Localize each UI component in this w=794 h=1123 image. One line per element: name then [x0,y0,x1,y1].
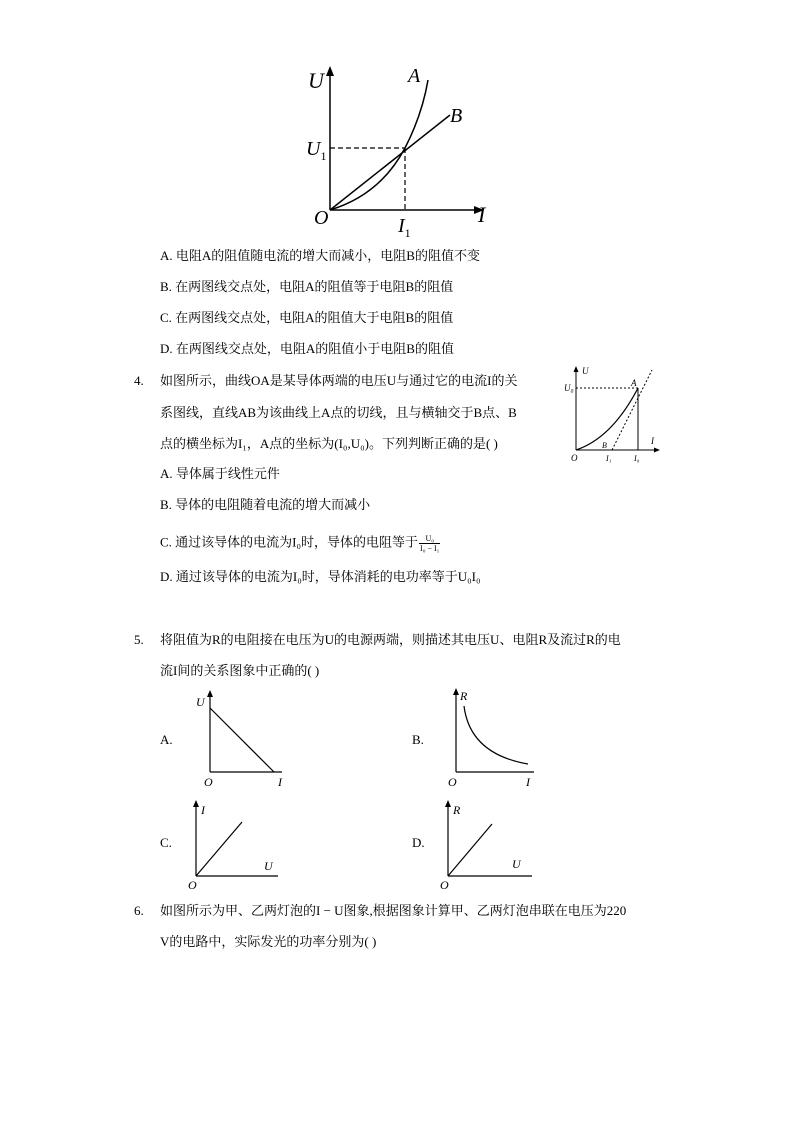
label-origin: O [314,207,329,229]
svg-text:O: O [571,453,578,463]
q6-number: 6. [134,903,144,918]
q4-curve-oa [576,388,638,450]
line-b [330,115,450,210]
q4-fraction: $\frac{\text{U₀}}{\text{I₀ − I₁}}$ [420,534,440,553]
svg-text:A: A [631,378,637,388]
svg-text:U: U [512,857,521,871]
svg-text:U₀: U₀ [564,383,574,393]
svg-text:O: O [440,878,449,892]
q5-graph-c [186,796,286,892]
svg-text:R: R [460,689,468,703]
graph-b-curve [464,706,528,764]
label-i: I [478,202,486,227]
q4-option-c: C. 通过该导体的电流为I₀时，导体的电阻等于 $\frac{\text{U₀}}{\text{I₀ − I₁}}$ [160,534,440,553]
label-b: B [450,105,463,127]
label-a: A [408,65,421,87]
q5-graph-b [440,684,540,792]
q6-line-2: V的电路中，实际发光的功率分别为( ) [160,934,377,949]
svg-text:U: U [264,859,273,873]
q5-graph-d [440,796,540,892]
svg-text:O: O [188,878,197,892]
q3-option-a: A. 电阻A的阻值随电流的增大而减小，电阻B的阻值不变 [160,248,480,263]
graph-a-line [210,708,274,772]
svg-text:U: U [582,366,589,376]
q4-figure [562,362,666,466]
svg-text:O: O [448,775,457,789]
q3-option-b: B. 在两图线交点处，电阻A的阻值等于电阻B的阻值 [160,279,454,294]
label-u: U [308,68,324,93]
q5-option-b-label: B. [412,732,424,747]
svg-text:I: I [278,775,282,789]
graph-d-line [448,824,492,876]
svg-text:U: U [196,695,205,709]
q4-line-2: 系图线，直线AB为该曲线上A点的切线，且与横轴交于B点、B [160,405,517,420]
q6-line-1: 如图所示为甲、乙两灯泡的I − U图象,根据图象计算甲、乙两灯泡串联在电压为220 [160,903,627,918]
q5-option-d-label: D. [412,835,425,850]
q4-line-1: 如图所示，曲线OA是某导体两端的电压U与通过它的电流I的关 [160,373,518,388]
label-i1: $I_1$ [398,215,411,240]
svg-text:I: I [201,803,205,817]
svg-text:I₀: I₀ [634,454,640,463]
graph-c-line [196,822,242,876]
q4-option-d: D. 通过该导体的电流为I₀时，导体消耗的电功率等于U₀I₀ [160,569,481,584]
q5-option-c-label: C. [160,835,172,850]
svg-text:I₁: I₁ [606,454,612,463]
q3-figure [300,60,500,240]
svg-text:O: O [204,775,213,789]
svg-text:I: I [651,436,654,446]
svg-text:I: I [526,775,530,789]
q3-option-c: C. 在两图线交点处，电阻A的阻值大于电阻B的阻值 [160,310,454,325]
q4-number: 4. [134,373,144,388]
q4-option-b: B. 导体的电阻随着电流的增大而减小 [160,497,371,512]
svg-text:R: R [453,803,461,817]
svg-text:B: B [602,441,607,450]
q4-option-a: A. 导体属于线性元件 [160,466,280,481]
q5-number: 5. [134,632,144,647]
q3-option-d: D. 在两图线交点处，电阻A的阻值小于电阻B的阻值 [160,341,454,356]
q5-line-1: 将阻值为R的电阻接在电压为U的电源两端，则描述其电压U、电阻R及流过R的电 [160,632,621,647]
q5-line-2: 流I间的关系图象中正确的( ) [160,663,320,678]
u-axis-arrow [326,66,334,76]
q5-option-a-label: A. [160,732,173,747]
label-u1: $U_1$ [306,138,327,163]
q5-graph-a [190,686,290,792]
q4-line-3: 点的横坐标为I₁，A点的坐标为(I₀,U₀)。下列判断正确的是( ) [160,436,498,451]
